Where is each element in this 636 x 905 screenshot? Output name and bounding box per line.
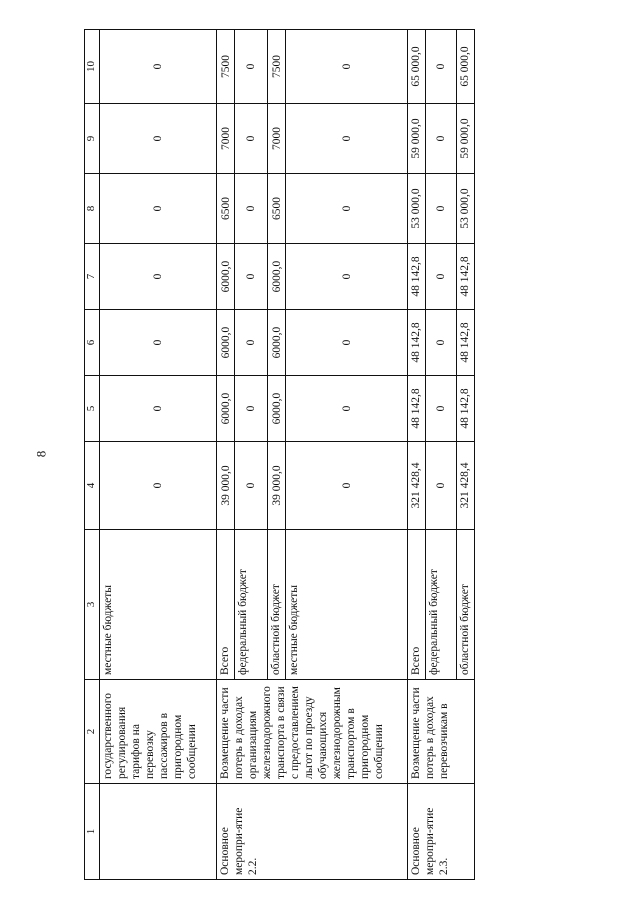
budget-source-cell: Всего bbox=[217, 530, 235, 680]
value-cell: 0 bbox=[100, 174, 217, 244]
value-cell: 0 bbox=[235, 104, 268, 174]
value-cell: 0 bbox=[100, 310, 217, 376]
value-cell: 53 000,0 bbox=[456, 174, 474, 244]
value-cell: 0 bbox=[426, 104, 456, 174]
value-cell: 0 bbox=[235, 376, 268, 442]
value-cell: 65 000,0 bbox=[456, 30, 474, 104]
value-cell: 48 142,8 bbox=[407, 244, 425, 310]
value-cell: 65 000,0 bbox=[407, 30, 425, 104]
value-cell: 53 000,0 bbox=[407, 174, 425, 244]
budget-source-cell: федеральный бюджет bbox=[426, 530, 456, 680]
value-cell: 48 142,8 bbox=[456, 310, 474, 376]
header-cell: 6 bbox=[85, 310, 100, 376]
value-cell: 6000,0 bbox=[217, 376, 235, 442]
header-cell: 1 bbox=[85, 784, 100, 880]
value-cell: 0 bbox=[100, 104, 217, 174]
header-row bbox=[85, 30, 100, 880]
table-row bbox=[217, 30, 235, 880]
value-cell: 48 142,8 bbox=[407, 310, 425, 376]
value-cell: 39 000,0 bbox=[217, 442, 235, 530]
value-cell: 0 bbox=[426, 30, 456, 104]
value-cell: 6500 bbox=[267, 174, 285, 244]
budget-source-cell: федеральный бюджет bbox=[235, 530, 268, 680]
value-cell: 0 bbox=[286, 174, 407, 244]
value-cell: 0 bbox=[286, 376, 407, 442]
value-cell: 0 bbox=[286, 442, 407, 530]
header-cell: 10 bbox=[85, 30, 100, 104]
value-cell: 6000,0 bbox=[217, 310, 235, 376]
value-cell: 0 bbox=[100, 376, 217, 442]
measure-description-cell: Возмещение части потерь в доходах перевозчикам в bbox=[407, 680, 474, 784]
budget-source-cell: местные бюджеты bbox=[100, 530, 217, 680]
value-cell: 0 bbox=[235, 174, 268, 244]
value-cell: 0 bbox=[235, 310, 268, 376]
value-cell: 59 000,0 bbox=[456, 104, 474, 174]
value-cell: 0 bbox=[235, 442, 268, 530]
value-cell: 7000 bbox=[267, 104, 285, 174]
value-cell: 6500 bbox=[217, 174, 235, 244]
value-cell: 0 bbox=[426, 376, 456, 442]
value-cell: 6000,0 bbox=[217, 244, 235, 310]
value-cell: 6000,0 bbox=[267, 310, 285, 376]
page-number: 8 bbox=[33, 450, 49, 458]
value-cell: 6000,0 bbox=[267, 376, 285, 442]
budget-source-cell: Всего bbox=[407, 530, 425, 680]
rotated-table-container bbox=[84, 30, 475, 880]
value-cell: 0 bbox=[286, 244, 407, 310]
measure-description-cell: государственного регулирования тарифов на перевозку пассажиров в пригородном сообщении bbox=[100, 680, 217, 784]
value-cell: 59 000,0 bbox=[407, 104, 425, 174]
value-cell: 0 bbox=[235, 30, 268, 104]
budget-source-cell: областной бюджет bbox=[456, 530, 474, 680]
measure-name-cell bbox=[100, 784, 217, 880]
measure-name-cell: Основное меропри-ятие 2.2. bbox=[217, 784, 408, 880]
header-cell: 8 bbox=[85, 174, 100, 244]
budget-source-cell: местные бюджеты bbox=[286, 530, 407, 680]
program-funding-table bbox=[84, 29, 475, 880]
value-cell: 39 000,0 bbox=[267, 442, 285, 530]
header-cell: 2 bbox=[85, 680, 100, 784]
value-cell: 321 428,4 bbox=[456, 442, 474, 530]
header-cell: 4 bbox=[85, 442, 100, 530]
value-cell: 48 142,8 bbox=[407, 376, 425, 442]
measure-description-cell: Возмещение части потерь в доходах организациям железнодорожного транспорта в связи с предоставлением льгот по проезду обучающихся железнодорожным транспортом в пригородном сообщении bbox=[217, 680, 408, 784]
value-cell: 48 142,8 bbox=[456, 376, 474, 442]
value-cell: 0 bbox=[100, 442, 217, 530]
value-cell: 0 bbox=[100, 244, 217, 310]
value-cell: 7000 bbox=[217, 104, 235, 174]
value-cell: 321 428,4 bbox=[407, 442, 425, 530]
value-cell: 0 bbox=[286, 310, 407, 376]
value-cell: 0 bbox=[100, 30, 217, 104]
budget-source-cell: областной бюджет bbox=[267, 530, 285, 680]
value-cell: 48 142,8 bbox=[456, 244, 474, 310]
value-cell: 0 bbox=[426, 442, 456, 530]
header-cell: 5 bbox=[85, 376, 100, 442]
header-cell: 9 bbox=[85, 104, 100, 174]
table-row bbox=[100, 30, 217, 880]
value-cell: 0 bbox=[286, 104, 407, 174]
value-cell: 0 bbox=[426, 174, 456, 244]
table-row bbox=[407, 30, 425, 880]
value-cell: 0 bbox=[426, 244, 456, 310]
measure-name-cell: Основное меропри-ятие 2.3. bbox=[407, 784, 474, 880]
header-cell: 7 bbox=[85, 244, 100, 310]
value-cell: 0 bbox=[286, 30, 407, 104]
value-cell: 7500 bbox=[267, 30, 285, 104]
value-cell: 0 bbox=[235, 244, 268, 310]
header-cell: 3 bbox=[85, 530, 100, 680]
value-cell: 6000,0 bbox=[267, 244, 285, 310]
value-cell: 0 bbox=[426, 310, 456, 376]
value-cell: 7500 bbox=[217, 30, 235, 104]
